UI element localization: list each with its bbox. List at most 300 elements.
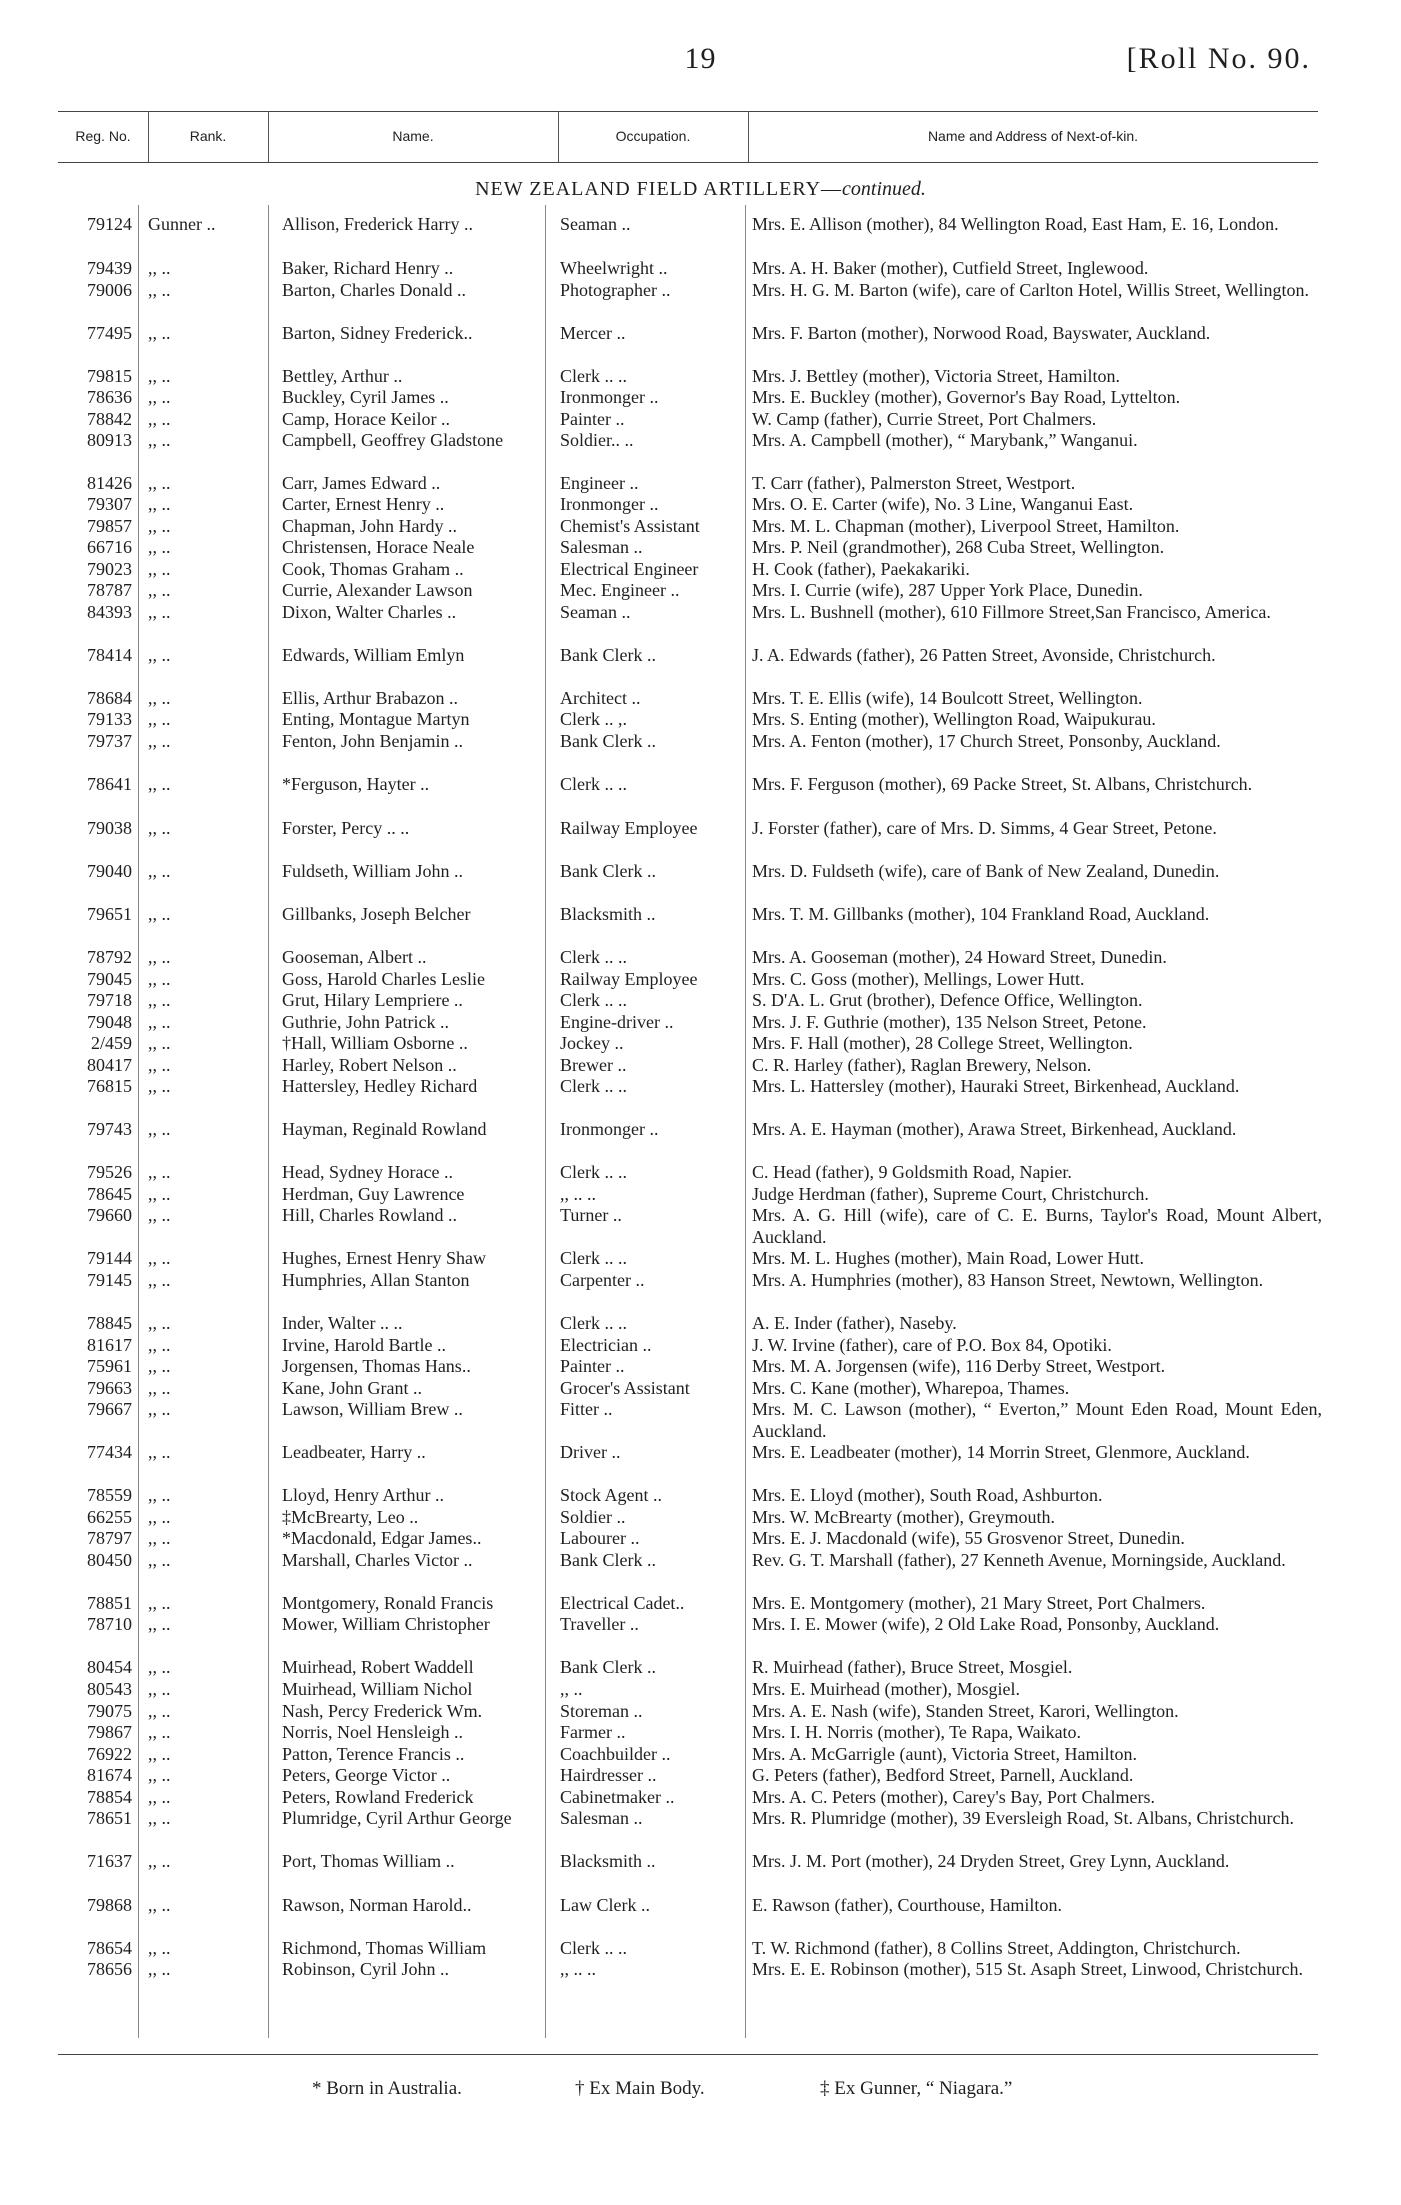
reg-no-cell: 80543 <box>87 1679 132 1699</box>
section-title: NEW ZEALAND FIELD ARTILLERY— <box>475 178 843 200</box>
next-of-kin-cell: J. A. Edwards (father), 26 Patten Street, Avonside, Christchurch. <box>752 645 1216 665</box>
occupation-cell: Photographer .. <box>560 280 671 300</box>
occupation-cell: Driver .. <box>560 1442 621 1462</box>
reg-no-cell: 80450 <box>87 1550 132 1570</box>
column-divider <box>745 205 746 2038</box>
header-divider <box>558 111 559 162</box>
reg-no-cell: 79045 <box>87 969 132 989</box>
occupation-cell: Bank Clerk .. <box>560 731 656 751</box>
next-of-kin-cell: A. E. Inder (father), Naseby. <box>752 1313 957 1333</box>
occupation-cell: Hairdresser .. <box>560 1765 657 1785</box>
name-cell: Fuldseth, William John .. <box>282 861 463 881</box>
occupation-cell: Labourer .. <box>560 1528 640 1548</box>
reg-no-cell: 79439 <box>87 258 132 278</box>
next-of-kin-cell: Mrs. A. Humphries (mother), 83 Hanson Street, Newtown, Wellington. <box>752 1270 1264 1290</box>
reg-no-cell: 78792 <box>87 947 132 967</box>
reg-no-cell: 79867 <box>87 1722 132 1742</box>
name-cell: Camp, Horace Keilor .. <box>282 409 450 429</box>
reg-no-cell: 79815 <box>87 366 132 386</box>
header-rule-bottom <box>58 162 1318 163</box>
rank-cell: ,, .. <box>148 516 171 536</box>
name-cell: Rawson, Norman Harold.. <box>282 1895 472 1915</box>
next-of-kin-cell: Mrs. M. L. Chapman (mother), Liverpool Street, Hamilton. <box>752 516 1180 536</box>
rank-cell: ,, .. <box>148 1076 171 1096</box>
next-of-kin-cell: Mrs. I. Currie (wife), 287 Upper York Place, Dunedin. <box>752 580 1143 600</box>
name-cell: Edwards, William Emlyn <box>282 645 465 665</box>
reg-no-cell: 78654 <box>87 1938 132 1958</box>
next-of-kin-cell: W. Camp (father), Currie Street, Port Chalmers. <box>752 409 1097 429</box>
rank-cell: ,, .. <box>148 1938 171 1958</box>
rank-cell: ,, .. <box>148 1012 171 1032</box>
name-cell: Peters, Rowland Frederick <box>282 1787 474 1807</box>
rank-cell: ,, .. <box>148 1808 171 1828</box>
occupation-cell: Railway Employee <box>560 818 698 838</box>
reg-no-cell: 78651 <box>87 1808 132 1828</box>
reg-no-cell: 78641 <box>87 774 132 794</box>
rank-cell: ,, .. <box>148 774 171 794</box>
name-cell: Bettley, Arthur .. <box>282 366 403 386</box>
next-of-kin-cell: Mrs. F. Hall (mother), 28 College Street, Wellington. <box>752 1033 1133 1053</box>
occupation-cell: Law Clerk .. <box>560 1895 650 1915</box>
rank-cell: ,, .. <box>148 1528 171 1548</box>
rank-cell: ,, .. <box>148 387 171 407</box>
occupation-cell: Seaman .. <box>560 214 631 234</box>
footer-rule <box>58 2054 1318 2055</box>
reg-no-cell: 78797 <box>87 1528 132 1548</box>
next-of-kin-cell: Mrs. I. H. Norris (mother), Te Rapa, Waikato. <box>752 1722 1082 1742</box>
occupation-cell: Bank Clerk .. <box>560 1657 656 1677</box>
reg-no-cell: 78842 <box>87 409 132 429</box>
occupation-cell: Wheelwright .. <box>560 258 668 278</box>
next-of-kin-cell: Mrs. A. Campbell (mother), “ Marybank,” Wanganui. <box>752 430 1138 450</box>
rank-cell: ,, .. <box>148 1270 171 1290</box>
reg-no-cell: 76815 <box>87 1076 132 1096</box>
reg-no-cell: 79660 <box>87 1205 132 1225</box>
reg-no-cell: 79307 <box>87 494 132 514</box>
occupation-cell: Storeman .. <box>560 1701 643 1721</box>
next-of-kin-cell: Judge Herdman (father), Supreme Court, Christchurch. <box>752 1184 1149 1204</box>
occupation-cell: Mercer .. <box>560 323 626 343</box>
name-cell: Forster, Percy .. .. <box>282 818 410 838</box>
rank-cell: ,, .. <box>148 602 171 622</box>
next-of-kin-cell: T. W. Richmond (father), 8 Collins Street, Addington, Christchurch. <box>752 1938 1241 1958</box>
occupation-cell: Clerk .. .. <box>560 1162 627 1182</box>
footnote-born-australia: * Born in Australia. <box>312 2078 462 2099</box>
rank-cell: ,, .. <box>148 1765 171 1785</box>
occupation-cell: Ironmonger .. <box>560 387 659 407</box>
occupation-cell: Bank Clerk .. <box>560 1550 656 1570</box>
occupation-cell: ,, .. <box>560 1679 583 1699</box>
section-heading <box>0 178 1401 201</box>
name-cell: Norris, Noel Hensleigh .. <box>282 1722 463 1742</box>
next-of-kin-cell: Mrs. A. Gooseman (mother), 24 Howard Street, Dunedin. <box>752 947 1167 967</box>
name-cell: Irvine, Harold Bartle .. <box>282 1335 446 1355</box>
rank-cell: ,, .. <box>148 280 171 300</box>
column-divider <box>138 205 139 2038</box>
rank-cell: ,, .. <box>148 559 171 579</box>
next-of-kin-cell: Mrs. M. L. Hughes (mother), Main Road, Lower Hutt. <box>752 1248 1144 1268</box>
next-of-kin-cell: Mrs. J. Bettley (mother), Victoria Street, Hamilton. <box>752 366 1121 386</box>
occupation-cell: Ironmonger .. <box>560 1119 659 1139</box>
next-of-kin-cell: Mrs. T. E. Ellis (wife), 14 Boulcott Street, Wellington. <box>752 688 1143 708</box>
reg-no-cell: 79651 <box>87 904 132 924</box>
occupation-cell: Engine-driver .. <box>560 1012 674 1032</box>
reg-no-cell: 79038 <box>87 818 132 838</box>
reg-no-cell: 79145 <box>87 1270 132 1290</box>
occupation-cell: Electrical Engineer <box>560 559 699 579</box>
name-cell: Dixon, Walter Charles .. <box>282 602 457 622</box>
next-of-kin-cell: Mrs. A. C. Peters (mother), Carey's Bay, Port Chalmers. <box>752 1787 1156 1807</box>
next-of-kin-cell: Mrs. A. H. Baker (mother), Cutfield Street, Inglewood. <box>752 258 1149 278</box>
reg-no-cell: 76922 <box>87 1744 132 1764</box>
next-of-kin-cell: C. R. Harley (father), Raglan Brewery, Nelson. <box>752 1055 1092 1075</box>
occupation-cell: Ironmonger .. <box>560 494 659 514</box>
name-cell: Jorgensen, Thomas Hans.. <box>282 1356 471 1376</box>
next-of-kin-cell: Mrs. P. Neil (grandmother), 268 Cuba Street, Wellington. <box>752 537 1165 557</box>
occupation-cell: Carpenter .. <box>560 1270 645 1290</box>
rank-cell: ,, .. <box>148 1895 171 1915</box>
next-of-kin-cell: Mrs. W. McBrearty (mother), Greymouth. <box>752 1507 1055 1527</box>
name-cell: Lloyd, Henry Arthur .. <box>282 1485 444 1505</box>
name-cell: Robinson, Cyril John .. <box>282 1959 450 1979</box>
occupation-cell: Clerk .. .. <box>560 990 627 1010</box>
reg-no-cell: 79075 <box>87 1701 132 1721</box>
rank-cell: ,, .. <box>148 258 171 278</box>
name-cell: Barton, Sidney Frederick.. <box>282 323 473 343</box>
name-cell: Enting, Montague Martyn <box>282 709 470 729</box>
occupation-cell: Grocer's Assistant <box>560 1378 690 1398</box>
next-of-kin-cell: Mrs. M. C. Lawson (mother), “ Everton,” Mount Eden Road, Mount Eden, Auckland. <box>752 1399 1322 1441</box>
name-cell: Carr, James Edward .. <box>282 473 441 493</box>
rank-cell: ,, .. <box>148 1378 171 1398</box>
occupation-cell: Clerk .. .. <box>560 1076 627 1096</box>
rank-cell: ,, .. <box>148 409 171 429</box>
rank-cell: ,, .. <box>148 537 171 557</box>
occupation-cell: Mec. Engineer .. <box>560 580 680 600</box>
rank-cell: ,, .. <box>148 430 171 450</box>
name-cell: Kane, John Grant .. <box>282 1378 422 1398</box>
name-cell: Richmond, Thomas William <box>282 1938 487 1958</box>
occupation-cell: Brewer .. <box>560 1055 627 1075</box>
next-of-kin-cell: Mrs. E. E. Robinson (mother), 515 St. Asaph Street, Linwood, Christchurch. <box>752 1959 1303 1979</box>
occupation-cell: Coachbuilder .. <box>560 1744 671 1764</box>
occupation-cell: ,, .. .. <box>560 1959 596 1979</box>
name-cell: Lawson, William Brew .. <box>282 1399 463 1419</box>
rank-cell: ,, .. <box>148 323 171 343</box>
rank-cell: ,, .. <box>148 1055 171 1075</box>
reg-no-cell: 66716 <box>87 537 132 557</box>
col-header-next-of-kin: Name and Address of Next-of-kin. <box>927 128 1139 144</box>
name-cell: ‡McBrearty, Leo .. <box>282 1507 419 1527</box>
occupation-cell: Painter .. <box>560 1356 625 1376</box>
col-header-name: Name. <box>392 128 434 144</box>
reg-no-cell: 79743 <box>87 1119 132 1139</box>
occupation-cell: Blacksmith .. <box>560 1851 656 1871</box>
rank-cell: ,, .. <box>148 1614 171 1634</box>
reg-no-cell: 81426 <box>87 473 132 493</box>
next-of-kin-cell: Mrs. A. G. Hill (wife), care of C. E. Burns, Taylor's Road, Mount Albert, Auckland. <box>752 1205 1322 1247</box>
next-of-kin-cell: J. W. Irvine (father), care of P.O. Box 84, Opotiki. <box>752 1335 1112 1355</box>
rank-cell: ,, .. <box>148 1313 171 1333</box>
rank-cell: ,, .. <box>148 688 171 708</box>
name-cell: Port, Thomas William .. <box>282 1851 455 1871</box>
reg-no-cell: 78559 <box>87 1485 132 1505</box>
rank-cell: ,, .. <box>148 947 171 967</box>
next-of-kin-cell: Mrs. A. McGarrigle (aunt), Victoria Street, Hamilton. <box>752 1744 1137 1764</box>
rank-cell: ,, .. <box>148 1119 171 1139</box>
rank-cell: ,, .. <box>148 731 171 751</box>
name-cell: Muirhead, Robert Waddell <box>282 1657 474 1677</box>
name-cell: Carter, Ernest Henry .. <box>282 494 445 514</box>
next-of-kin-cell: Mrs. S. Enting (mother), Wellington Road, Waipukurau. <box>752 709 1156 729</box>
next-of-kin-cell: Mrs. D. Fuldseth (wife), care of Bank of New Zealand, Dunedin. <box>752 861 1220 881</box>
occupation-cell: Chemist's Assistant <box>560 516 700 536</box>
name-cell: Montgomery, Ronald Francis <box>282 1593 494 1613</box>
name-cell: †Hall, William Osborne .. <box>282 1033 468 1053</box>
next-of-kin-cell: Mrs. E. Buckley (mother), Governor's Bay Road, Lyttelton. <box>752 387 1181 407</box>
next-of-kin-cell: J. Forster (father), care of Mrs. D. Simms, 4 Gear Street, Petone. <box>752 818 1217 838</box>
occupation-cell: Clerk .. .. <box>560 947 627 967</box>
name-cell: Gillbanks, Joseph Belcher <box>282 904 471 924</box>
name-cell: Barton, Charles Donald .. <box>282 280 466 300</box>
occupation-cell: Soldier .. <box>560 1507 626 1527</box>
occupation-cell: Turner .. <box>560 1205 622 1225</box>
rank-cell: ,, .. <box>148 709 171 729</box>
rank-cell: ,, .. <box>148 1701 171 1721</box>
reg-no-cell: 66255 <box>87 1507 132 1527</box>
name-cell: Ellis, Arthur Brabazon .. <box>282 688 458 708</box>
name-cell: *Ferguson, Hayter .. <box>282 774 430 794</box>
next-of-kin-cell: Mrs. J. F. Guthrie (mother), 135 Nelson Street, Petone. <box>752 1012 1147 1032</box>
occupation-cell: Clerk .. .. <box>560 774 627 794</box>
rank-cell: ,, .. <box>148 580 171 600</box>
name-cell: Head, Sydney Horace .. <box>282 1162 453 1182</box>
rank-cell: ,, .. <box>148 1248 171 1268</box>
occupation-cell: Architect .. <box>560 688 641 708</box>
occupation-cell: Clerk .. .. <box>560 1938 627 1958</box>
next-of-kin-cell: R. Muirhead (father), Bruce Street, Mosgiel. <box>752 1657 1073 1677</box>
next-of-kin-cell: Mrs. O. E. Carter (wife), No. 3 Line, Wanganui East. <box>752 494 1134 514</box>
occupation-cell: Railway Employee <box>560 969 698 989</box>
name-cell: Nash, Percy Frederick Wm. <box>282 1701 483 1721</box>
next-of-kin-cell: Mrs. H. G. M. Barton (wife), care of Carlton Hotel, Willis Street, Wellington. <box>752 280 1310 300</box>
occupation-cell: Blacksmith .. <box>560 904 656 924</box>
next-of-kin-cell: Mrs. R. Plumridge (mother), 39 Eversleigh Road, St. Albans, Christchurch. <box>752 1808 1294 1828</box>
name-cell: Goss, Harold Charles Leslie <box>282 969 485 989</box>
rank-cell: ,, .. <box>148 1959 171 1979</box>
name-cell: Guthrie, John Patrick .. <box>282 1012 449 1032</box>
reg-no-cell: 78854 <box>87 1787 132 1807</box>
name-cell: Plumridge, Cyril Arthur George <box>282 1808 512 1828</box>
name-cell: Currie, Alexander Lawson <box>282 580 473 600</box>
rank-cell: ,, .. <box>148 1507 171 1527</box>
rank-cell: ,, .. <box>148 1657 171 1677</box>
reg-no-cell: 80913 <box>87 430 132 450</box>
occupation-cell: Stock Agent .. <box>560 1485 662 1505</box>
occupation-cell: Electrical Cadet.. <box>560 1593 685 1613</box>
occupation-cell: Clerk .. .. <box>560 366 627 386</box>
rank-cell: ,, .. <box>148 1205 171 1225</box>
reg-no-cell: 78684 <box>87 688 132 708</box>
next-of-kin-cell: Mrs. T. M. Gillbanks (mother), 104 Frankland Road, Auckland. <box>752 904 1210 924</box>
occupation-cell: Cabinetmaker .. <box>560 1787 675 1807</box>
name-cell: Campbell, Geoffrey Gladstone <box>282 430 504 450</box>
name-cell: Inder, Walter .. .. <box>282 1313 403 1333</box>
rank-cell: ,, .. <box>148 990 171 1010</box>
reg-no-cell: 79133 <box>87 709 132 729</box>
next-of-kin-cell: Mrs. C. Kane (mother), Wharepoa, Thames. <box>752 1378 1070 1398</box>
next-of-kin-cell: Mrs. I. E. Mower (wife), 2 Old Lake Road, Ponsonby, Auckland. <box>752 1614 1220 1634</box>
reg-no-cell: 78710 <box>87 1614 132 1634</box>
next-of-kin-cell: Mrs. E. Allison (mother), 84 Wellington Road, East Ham, E. 16, London. <box>752 214 1279 234</box>
name-cell: Harley, Robert Nelson .. <box>282 1055 457 1075</box>
col-header-occupation: Occupation. <box>615 128 691 144</box>
rank-cell: ,, .. <box>148 1184 171 1204</box>
rank-cell: ,, .. <box>148 366 171 386</box>
name-cell: Marshall, Charles Victor .. <box>282 1550 473 1570</box>
reg-no-cell: 78414 <box>87 645 132 665</box>
reg-no-cell: 80417 <box>87 1055 132 1075</box>
rank-cell: ,, .. <box>148 1485 171 1505</box>
occupation-cell: Salesman .. <box>560 537 643 557</box>
reg-no-cell: 81617 <box>87 1335 132 1355</box>
rank-cell: ,, .. <box>148 1550 171 1570</box>
name-cell: Leadbeater, Harry .. <box>282 1442 426 1462</box>
name-cell: Baker, Richard Henry .. <box>282 258 454 278</box>
rank-cell: ,, .. <box>148 1744 171 1764</box>
occupation-cell: Clerk .. .. <box>560 1313 627 1333</box>
rank-cell: ,, .. <box>148 861 171 881</box>
occupation-cell: Bank Clerk .. <box>560 861 656 881</box>
occupation-cell: Painter .. <box>560 409 625 429</box>
rank-cell: ,, .. <box>148 1679 171 1699</box>
rank-cell: ,, .. <box>148 1442 171 1462</box>
rank-cell: ,, .. <box>148 1851 171 1871</box>
occupation-cell: ,, .. .. <box>560 1184 596 1204</box>
reg-no-cell: 78851 <box>87 1593 132 1613</box>
occupation-cell: Engineer .. <box>560 473 639 493</box>
section-subtitle: continued. <box>842 178 926 200</box>
reg-no-cell: 79048 <box>87 1012 132 1032</box>
rank-cell: ,, .. <box>148 1335 171 1355</box>
reg-no-cell: 79667 <box>87 1399 132 1419</box>
reg-no-cell: 78636 <box>87 387 132 407</box>
reg-no-cell: 78845 <box>87 1313 132 1333</box>
reg-no-cell: 79737 <box>87 731 132 751</box>
reg-no-cell: 78656 <box>87 1959 132 1979</box>
reg-no-cell: 2/459 <box>90 1033 132 1053</box>
rank-cell: Gunner .. <box>148 214 216 234</box>
name-cell: Herdman, Guy Lawrence <box>282 1184 465 1204</box>
next-of-kin-cell: Mrs. F. Barton (mother), Norwood Road, Bayswater, Auckland. <box>752 323 1211 343</box>
occupation-cell: Fitter .. <box>560 1399 613 1419</box>
rank-cell: ,, .. <box>148 904 171 924</box>
name-cell: Gooseman, Albert .. <box>282 947 427 967</box>
name-cell: Allison, Frederick Harry .. <box>282 214 473 234</box>
rank-cell: ,, .. <box>148 494 171 514</box>
name-cell: Muirhead, William Nichol <box>282 1679 473 1699</box>
occupation-cell: Seaman .. <box>560 602 631 622</box>
reg-no-cell: 78645 <box>87 1184 132 1204</box>
reg-no-cell: 78787 <box>87 580 132 600</box>
name-cell: Hughes, Ernest Henry Shaw <box>282 1248 486 1268</box>
name-cell: Christensen, Horace Neale <box>282 537 475 557</box>
reg-no-cell: 79718 <box>87 990 132 1010</box>
rank-cell: ,, .. <box>148 1356 171 1376</box>
next-of-kin-cell: G. Peters (father), Bedford Street, Parnell, Auckland. <box>752 1765 1134 1785</box>
header-divider <box>148 111 149 162</box>
next-of-kin-cell: Mrs. E. Montgomery (mother), 21 Mary Street, Port Chalmers. <box>752 1593 1206 1613</box>
next-of-kin-cell: Mrs. M. A. Jorgensen (wife), 116 Derby Street, Westport. <box>752 1356 1166 1376</box>
next-of-kin-cell: Mrs. E. Leadbeater (mother), 14 Morrin Street, Glenmore, Auckland. <box>752 1442 1250 1462</box>
next-of-kin-cell: Mrs. J. M. Port (mother), 24 Dryden Street, Grey Lynn, Auckland. <box>752 1851 1230 1871</box>
next-of-kin-cell: Mrs. E. J. Macdonald (wife), 55 Grosvenor Street, Dunedin. <box>752 1528 1185 1548</box>
reg-no-cell: 79023 <box>87 559 132 579</box>
reg-no-cell: 79124 <box>87 214 132 234</box>
reg-no-cell: 79868 <box>87 1895 132 1915</box>
rank-cell: ,, .. <box>148 1399 171 1419</box>
reg-no-cell: 77434 <box>87 1442 132 1462</box>
rank-cell: ,, .. <box>148 473 171 493</box>
name-cell: Hattersley, Hedley Richard <box>282 1076 478 1096</box>
next-of-kin-cell: Mrs. A. E. Hayman (mother), Arawa Street, Birkenhead, Auckland. <box>752 1119 1237 1139</box>
occupation-cell: Electrician .. <box>560 1335 652 1355</box>
reg-no-cell: 80454 <box>87 1657 132 1677</box>
next-of-kin-cell: E. Rawson (father), Courthouse, Hamilton. <box>752 1895 1062 1915</box>
occupation-cell: Soldier.. .. <box>560 430 634 450</box>
page-number: 19 <box>684 42 717 75</box>
occupation-cell: Jockey .. <box>560 1033 624 1053</box>
next-of-kin-cell: Mrs. C. Goss (mother), Mellings, Lower Hutt. <box>752 969 1085 989</box>
name-cell: Hayman, Reginald Rowland <box>282 1119 487 1139</box>
rank-cell: ,, .. <box>148 645 171 665</box>
rank-cell: ,, .. <box>148 969 171 989</box>
next-of-kin-cell: S. D'A. L. Grut (brother), Defence Office, Wellington. <box>752 990 1143 1010</box>
col-header-reg-no: Reg. No. <box>75 128 131 144</box>
occupation-cell: Salesman .. <box>560 1808 643 1828</box>
next-of-kin-cell: C. Head (father), 9 Goldsmith Road, Napier. <box>752 1162 1072 1182</box>
name-cell: Buckley, Cyril James .. <box>282 387 449 407</box>
next-of-kin-cell: Mrs. E. Muirhead (mother), Mosgiel. <box>752 1679 1020 1699</box>
name-cell: Hill, Charles Rowland .. <box>282 1205 457 1225</box>
header-divider <box>268 111 269 162</box>
name-cell: Cook, Thomas Graham .. <box>282 559 464 579</box>
next-of-kin-cell: H. Cook (father), Paekakariki. <box>752 559 970 579</box>
rank-cell: ,, .. <box>148 1162 171 1182</box>
rank-cell: ,, .. <box>148 1722 171 1742</box>
name-cell: Peters, George Victor .. <box>282 1765 451 1785</box>
name-cell: Chapman, John Hardy .. <box>282 516 457 536</box>
next-of-kin-cell: Mrs. A. E. Nash (wife), Standen Street, Karori, Wellington. <box>752 1701 1179 1721</box>
occupation-cell: Clerk .. ,. <box>560 709 627 729</box>
reg-no-cell: 71637 <box>87 1851 132 1871</box>
roll-number: [Roll No. 90. <box>1126 42 1311 75</box>
occupation-cell: Clerk .. .. <box>560 1248 627 1268</box>
occupation-cell: Traveller .. <box>560 1614 639 1634</box>
name-cell: Humphries, Allan Stanton <box>282 1270 470 1290</box>
reg-no-cell: 84393 <box>87 602 132 622</box>
footnote-main-body: † Ex Main Body. <box>575 2078 705 2099</box>
name-cell: Mower, William Christopher <box>282 1614 490 1634</box>
column-divider <box>545 205 546 2038</box>
reg-no-cell: 77495 <box>87 323 132 343</box>
next-of-kin-cell: Mrs. L. Hattersley (mother), Hauraki Street, Birkenhead, Auckland. <box>752 1076 1240 1096</box>
reg-no-cell: 75961 <box>87 1356 132 1376</box>
name-cell: *Macdonald, Edgar James.. <box>282 1528 482 1548</box>
next-of-kin-cell: Rev. G. T. Marshall (father), 27 Kenneth Avenue, Morningside, Auckland. <box>752 1550 1286 1570</box>
occupation-cell: Bank Clerk .. <box>560 645 656 665</box>
next-of-kin-cell: Mrs. A. Fenton (mother), 17 Church Street, Ponsonby, Auckland. <box>752 731 1221 751</box>
